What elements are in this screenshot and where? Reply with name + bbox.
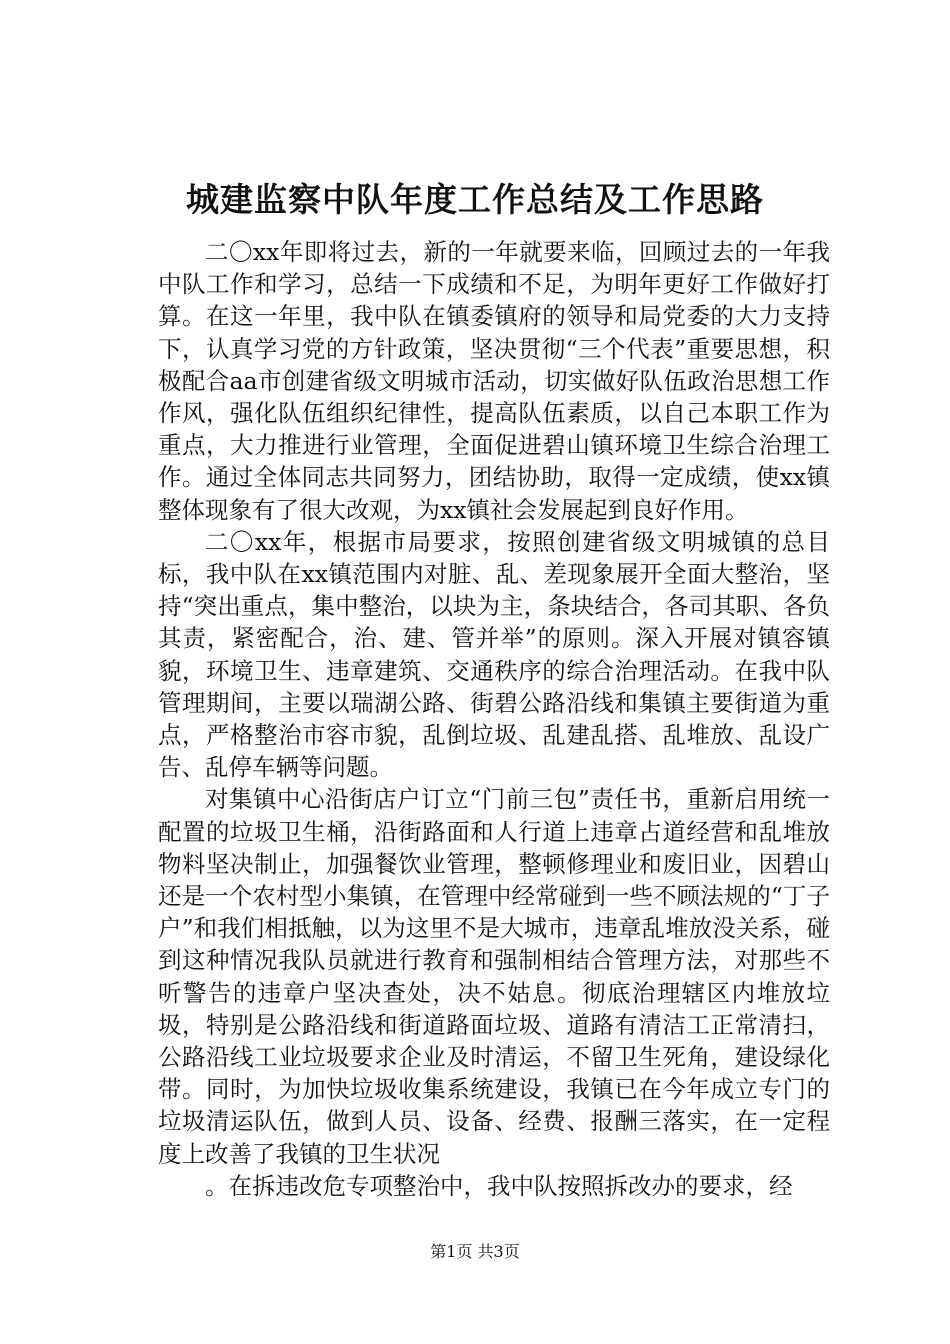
page-indicator: 第1页 共3页 (430, 1242, 520, 1261)
paragraph-4: 。在拆违改危专项整治中，我中队按照拆改办的要求，经 (205, 1171, 793, 1200)
document-title: 城建监察中队年度工作总结及工作思路 (186, 180, 764, 219)
document-body (158, 236, 830, 1202)
page-footer (0, 1242, 950, 1262)
paragraph-3: 对集镇中心沿街店户订立“门前三包”责任书，重新启用统一配置的垃圾卫生桶，沿街路面和人行道上违章占道经营和乱堆放物料坚决制止，加强餐饮业管理，整顿修理业和废旧业，因碧山还是一个农村型小集镇，在管理中经常碰到一些不顾法规的“丁子户”和我们相抵触，以为这里不是大城市，违章乱堆放没关系，碰到这种情况我队员就进行教育和强制相结合管理方法，对那些不听警告的违章户坚决查处，决不姑息。彻底治理辖区内堆放垃圾，特别是公路沿线和街道路面垃圾、道路有清洁工正常清扫，公路沿线工业垃圾要求企业及时清运，不留卫生死角，建设绿化带。同时，为加快垃圾收集系统建设，我镇已在今年成立专门的垃圾清运队伍，做到人员、设备、经费、报酬三落实，在一定程度上改善了我镇的卫生状况 (158, 785, 830, 1168)
paragraph-2: 二〇xx年，根据市局要求，按照创建省级文明城镇的总目标，我中队在xx镇范围内对脏、乱、差现象展开全面大整治，坚持“突出重点，集中整治，以块为主，条块结合，各司其职、各负其责，紧密配合，治、建、管并举”的原则。深入开展对镇容镇貌，环境卫生、违章建筑、交通秩序的综合治理活动。在我中队管理期间，主要以瑞湖公路、街碧公路沿线和集镇主要街道为重点，严格整治市容市貌，乱倒垃圾、乱建乱搭、乱堆放、乱设广告、乱停车辆等问题。 (158, 527, 830, 782)
paragraph-1: 二〇xx年即将过去，新的一年就要来临，回顾过去的一年我中队工作和学习，总结一下成绩和不足，为明年更好工作做好打算。在这一年里，我中队在镇委镇府的领导和局党委的大力支持下，认真学习党的方针政策，坚决贯彻“三个代表”重要思想，积极配合aa市创建省级文明城市活动，切实做好队伍政治思想工作作风，强化队伍组织纪律性，提高队伍素质，以自己本职工作为重点，大力推进行业管理，全面促进碧山镇环境卫生综合治理工作。通过全体同志共同努力，团结协助，取得一定成绩，使xx镇整体现象有了很大改观，为xx镇社会发展起到良好作用。 (158, 238, 830, 524)
